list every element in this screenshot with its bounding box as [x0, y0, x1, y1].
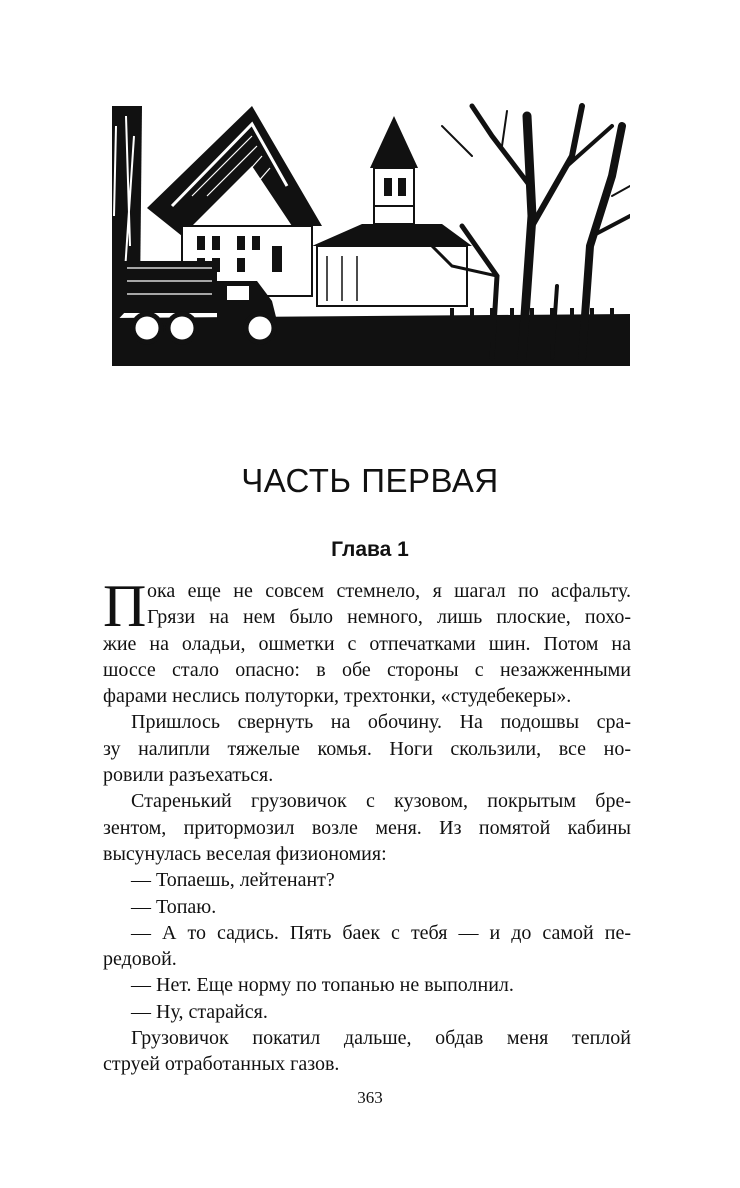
text-line: струей отработанных газов.	[103, 1053, 340, 1076]
text-line: жие на оладьи, ошметки с отпечатками шин. Потом на	[103, 632, 631, 655]
text-line: зентом, притормозил возле меня. Из помятой кабины	[103, 816, 631, 839]
text-line: — Топаешь, лейтенант?	[131, 869, 335, 892]
text-line: — А то садись. Пять баек с тебя — и до самой пе-	[131, 921, 631, 944]
text-line: — Нет. Еще норму по топанью не выполнил.	[131, 974, 514, 997]
text-line: шоссе стало опасно: в обе стороны с незажженными	[103, 658, 631, 681]
text-line: Грузовичок покатил дальше, обдав меня теплой	[131, 1027, 631, 1050]
text-line: редовой.	[103, 948, 177, 971]
drop-cap: П	[103, 573, 147, 639]
chapter-title: Глава 1	[331, 538, 409, 561]
chapter-body	[103, 573, 631, 1078]
text-line: Старенький грузовичок с кузовом, покрытым бре-	[131, 790, 631, 813]
text-line: высунулась веселая физиономия:	[103, 842, 387, 865]
chapter-illustration	[112, 96, 630, 366]
text-line: зу налипли тяжелые комья. Ноги скользили, все но-	[103, 737, 631, 760]
text-line: — Ну, старайся.	[131, 1000, 268, 1023]
page-number: 363	[357, 1088, 383, 1107]
text-line: ока еще не совсем стемнело, я шагал по асфальту.	[147, 580, 631, 602]
text-line: — Топаю.	[131, 895, 217, 918]
text-line: Грязи на нем было немного, лишь плоские, похо-	[147, 606, 631, 629]
part-title: ЧАСТЬ ПЕРВАЯ	[241, 462, 499, 499]
text-line: Пришлось свернуть на обочину. На подошвы сра-	[131, 711, 631, 734]
text-line: фарами неслись полуторки, трехтонки, «студебекеры».	[103, 685, 572, 708]
text-line: ровили разъехаться.	[103, 764, 274, 787]
